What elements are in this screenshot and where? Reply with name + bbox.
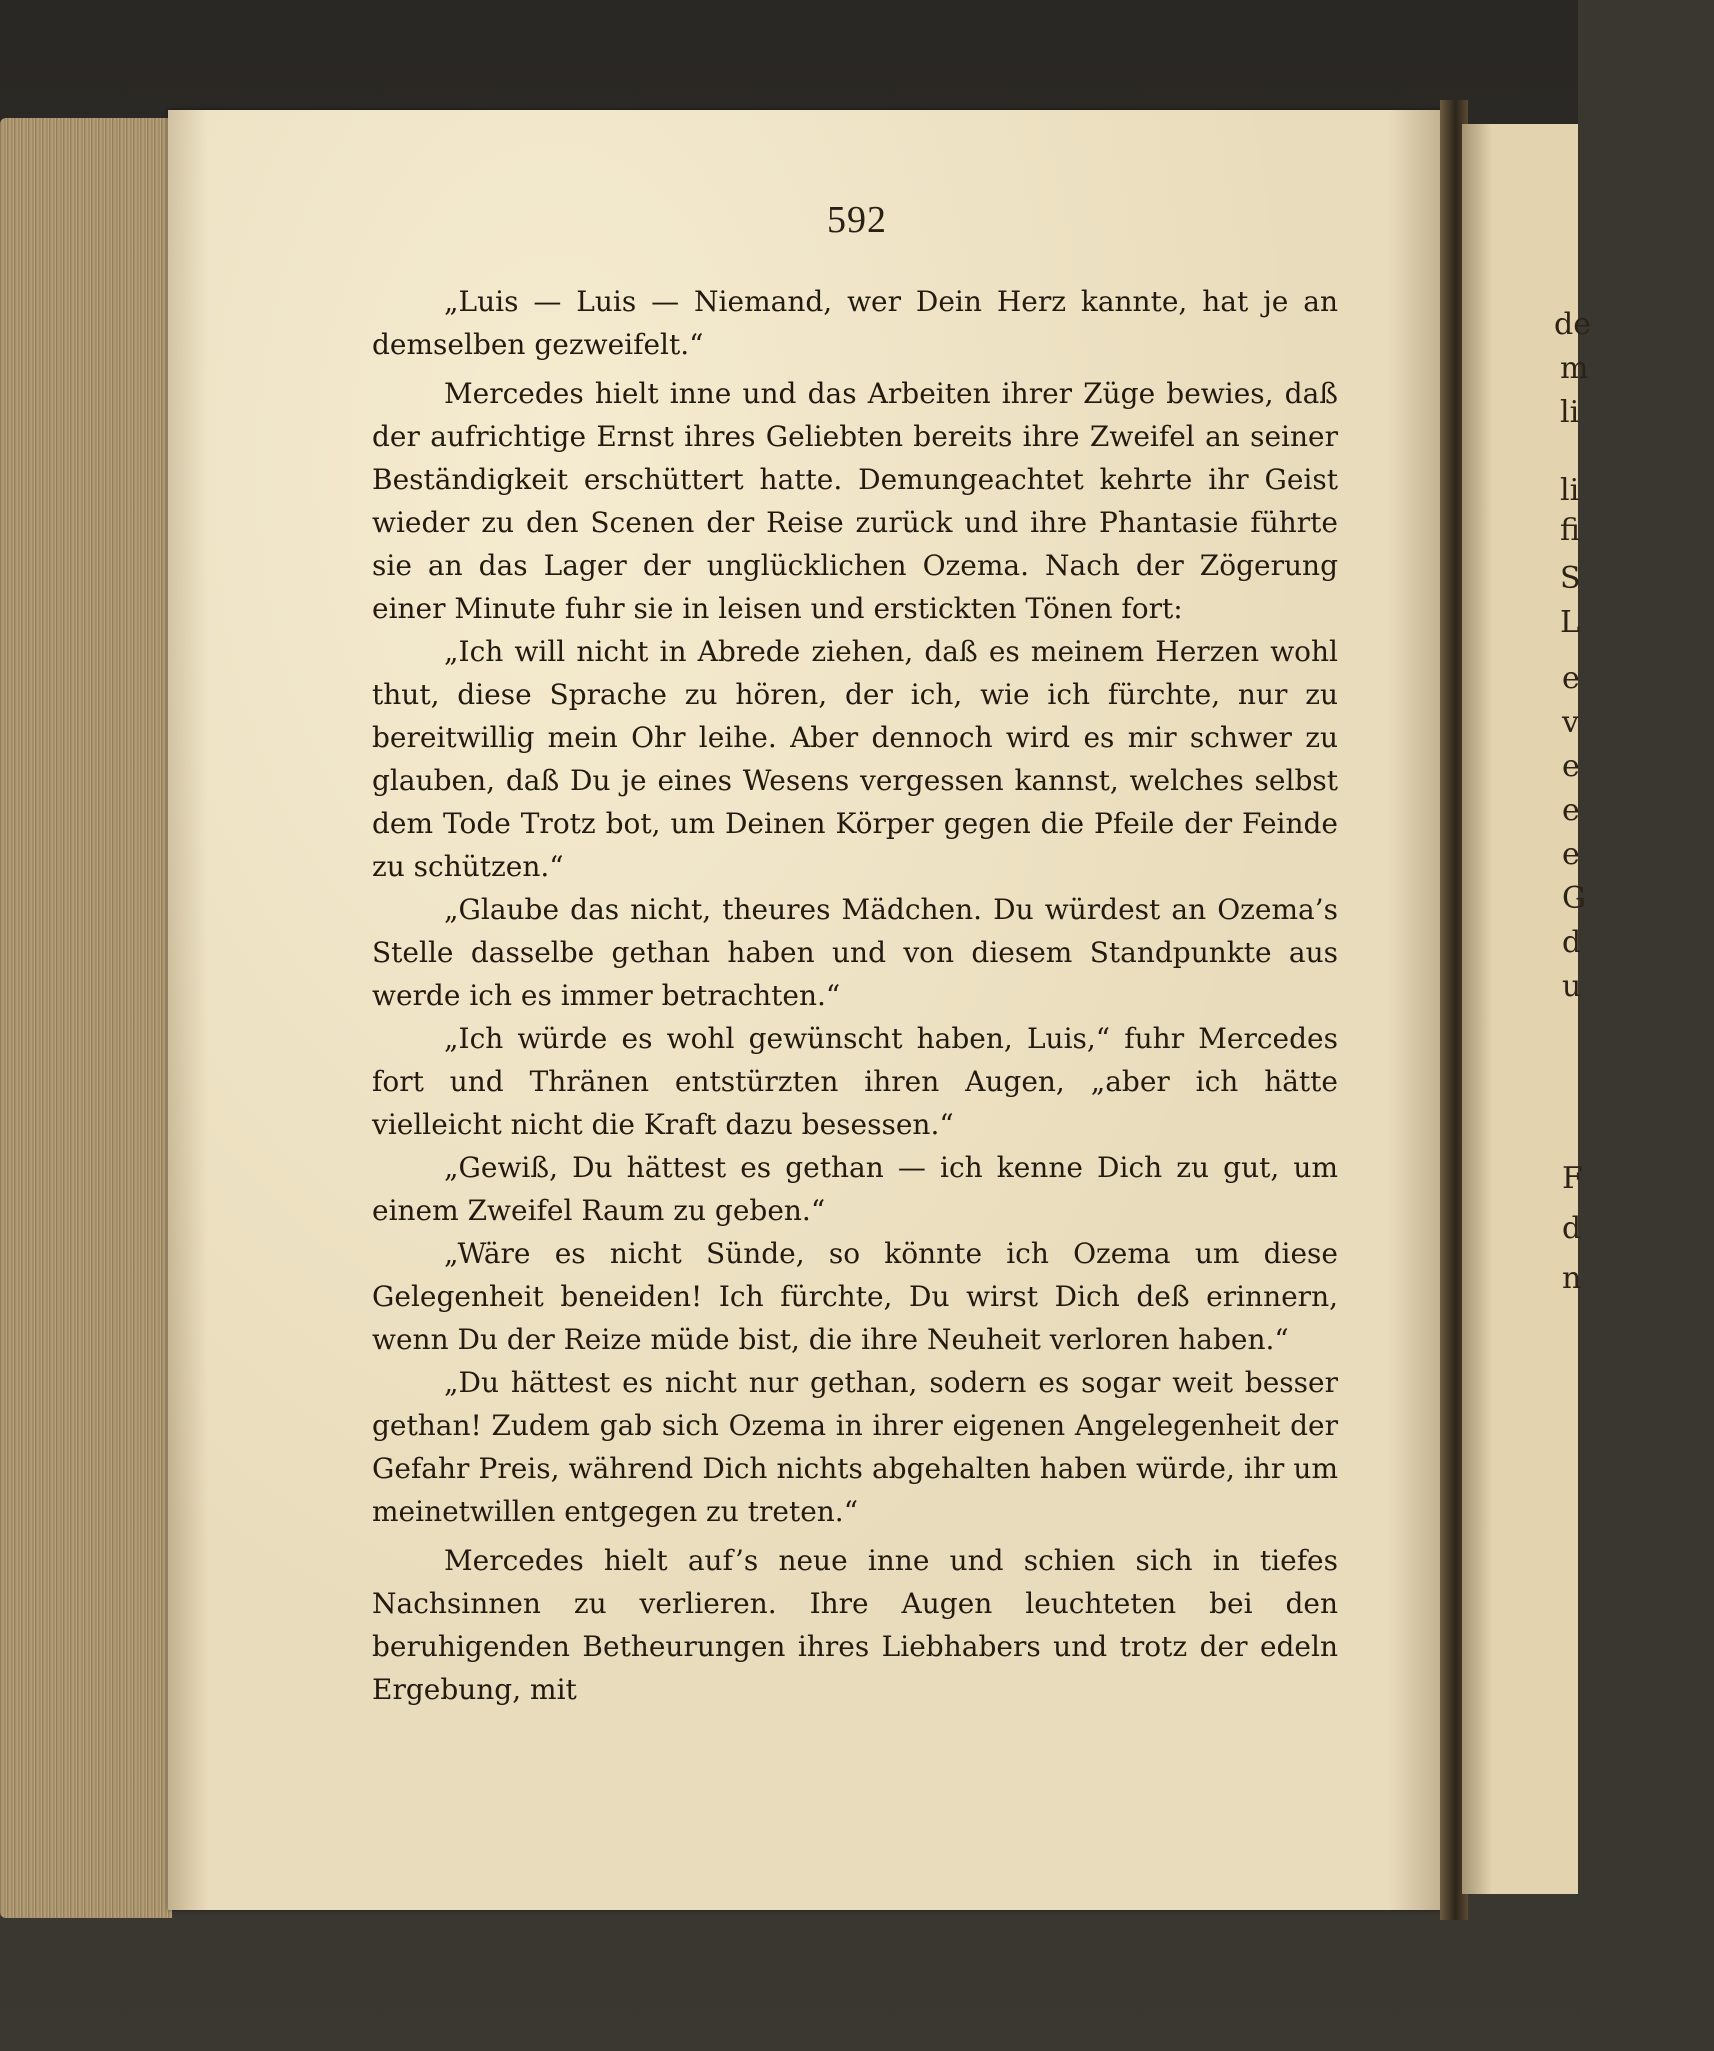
paragraph: „Du hättest es nicht nur gethan, sodern es sogar weit besser gethan! Zudem gab sich Ozema in ihrer eigenen Angelegenheit der Gefahr Preis, während Dich nichts abgehalten haben würde, ihr um meinetwillen entgegen zu treten.“ (372, 1366, 1338, 1528)
page-body-text (372, 280, 1338, 1711)
right-page-fragment: L (1560, 605, 1580, 640)
right-page-fragment: S (1560, 561, 1581, 596)
paragraph: „Ich will nicht in Abrede ziehen, daß es meinem Herzen wohl thut, diese Sprache zu hören, der ich, wie ich fürchte, nur zu bereitwillig mein Ohr leihe. Aber dennoch wird es mir schwer zu glauben, daß Du je eines Wesens vergessen kannst, welches selbst dem Tode Trotz bot, um Deinen Körper gegen die Pfeile der Feinde zu schützen.“ (372, 635, 1338, 883)
paragraph: „Glaube das nicht, theures Mädchen. Du würdest an Ozema’s Stelle dasselbe gethan haben und von diesem Standpunkte aus werde ich es immer betrachten.“ (372, 893, 1338, 1012)
right-page-fragment: li (1560, 473, 1580, 508)
right-page-fragment: m (1560, 351, 1589, 386)
book-page-right (1462, 124, 1591, 1894)
page-stack-edge (0, 118, 172, 1918)
right-page-fragment: e (1562, 837, 1580, 872)
paragraph: „Ich würde es wohl gewünscht haben, Luis,“ fuhr Mercedes fort und Thränen entstürzten ihren Augen, „aber ich hätte vielleicht nicht die Kraft dazu besessen.“ (372, 1022, 1338, 1141)
right-page-fragment: fi (1560, 513, 1581, 548)
right-page-fragment: d (1562, 925, 1582, 960)
right-page-fragment: n (1562, 1261, 1582, 1296)
right-page-fragment: u (1562, 969, 1582, 1004)
right-page-fragment: e (1562, 793, 1580, 828)
right-page-fragment: d (1562, 1211, 1582, 1246)
page-number: 592 (827, 199, 887, 241)
right-page-fragment: e (1562, 661, 1580, 696)
right-page-fragment: de (1554, 307, 1591, 342)
right-page-fragment: v (1562, 705, 1579, 740)
paragraph: „Luis — Luis — Niemand, wer Dein Herz kannte, hat je an demselben gezweifelt.“ (372, 285, 1338, 361)
right-page-fragment: li (1560, 395, 1580, 430)
paragraph: „Gewiß, Du hättest es gethan — ich kenne Dich zu gut, um einem Zweifel Raum zu geben.“ (372, 1151, 1338, 1227)
right-page-fragment: F (1562, 1161, 1583, 1196)
paragraph: „Wäre es nicht Sünde, so könnte ich Ozema um diese Gelegenheit beneiden! Ich fürchte, Du wirst Dich deß erinnern, wenn Du der Reize müde bist, die ihre Neuheit verloren haben.“ (372, 1237, 1338, 1356)
right-page-fragment: G (1562, 881, 1586, 916)
paragraph: Mercedes hielt inne und das Arbeiten ihrer Züge bewies, daß der aufrichtige Ernst ihres Geliebten bereits ihre Zweifel an seiner Beständigkeit erschüttert hatte. Demungeachtet kehrte ihr Geist wieder zu den Scenen der Reise zurück und ihre Phantasie führte sie an das Lager der unglücklichen Ozema. Nach der Zögerung einer Minute fuhr sie in leisen und erstickten Tönen fort: (372, 377, 1338, 625)
right-page-fragment: e (1562, 749, 1580, 784)
paragraph: Mercedes hielt auf’s neue inne und schien sich in tiefes Nachsinnen zu verlieren. Ihre Augen leuchteten bei den beruhigenden Betheurungen ihres Liebhabers und trotz der edeln Ergebung, mit (372, 1544, 1338, 1706)
